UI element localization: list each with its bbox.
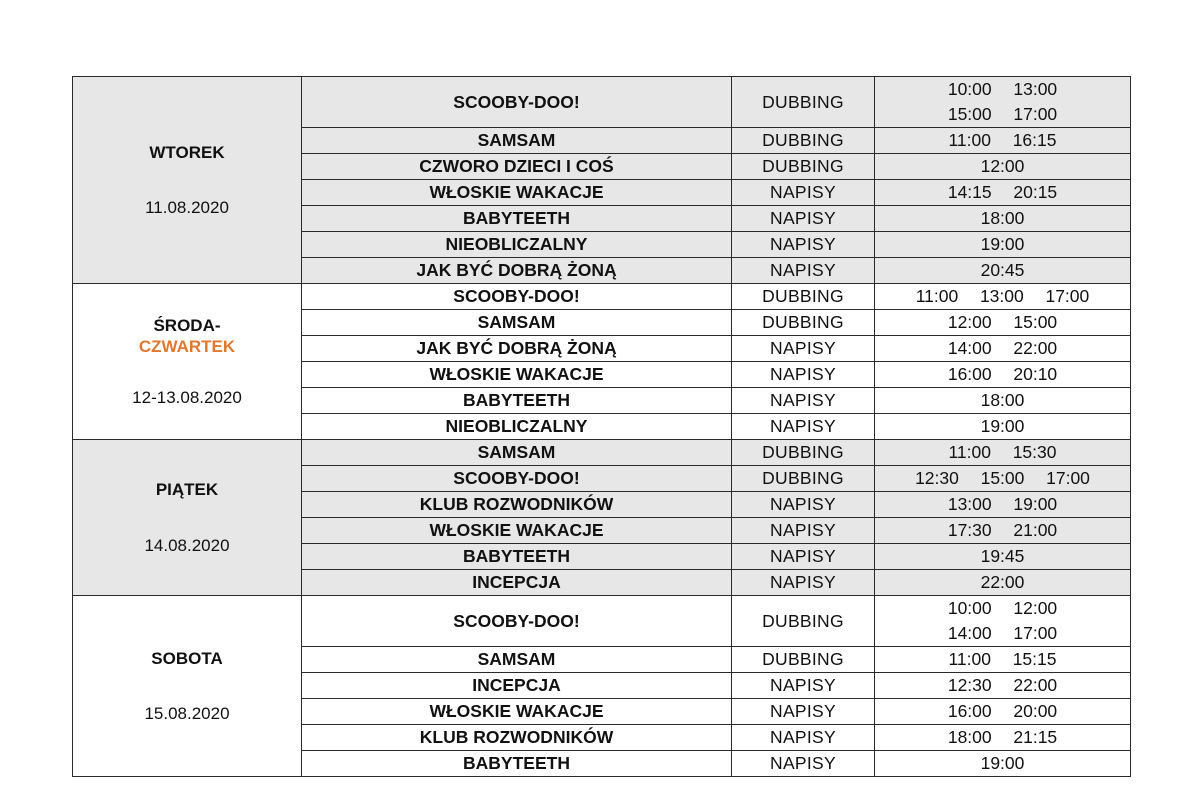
film-title: SAMSAM [302, 128, 732, 154]
film-title: BABYTEETH [302, 206, 732, 232]
showtime-line: 11:00 15:15 [948, 649, 1057, 669]
film-version: NAPISY [732, 206, 875, 232]
showtimes-cell [875, 570, 1131, 596]
day-date: 15.08.2020 [144, 704, 230, 723]
showtime-line: 12:00 15:00 [947, 312, 1058, 332]
schedule-body [73, 77, 1131, 777]
showtimes-cell [875, 725, 1131, 751]
film-version: NAPISY [732, 699, 875, 725]
film-version: NAPISY [732, 414, 875, 440]
film-title: BABYTEETH [302, 751, 732, 777]
showtimes-cell [875, 466, 1131, 492]
showtimes-cell [875, 647, 1131, 673]
film-title: WŁOSKIE WAKACJE [302, 699, 732, 725]
film-title: SCOOBY-DOO! [302, 284, 732, 310]
day-name: SOBOTA [151, 648, 223, 668]
showtimes-cell [875, 414, 1131, 440]
showtimes-cell [875, 362, 1131, 388]
day-cell [73, 284, 302, 440]
showtimes-cell [875, 336, 1131, 362]
film-title: KLUB ROZWODNIKÓW [302, 725, 732, 751]
film-title: INCEPCJA [302, 570, 732, 596]
showtime-line: 11:00 15:30 [948, 442, 1057, 462]
film-version: NAPISY [732, 518, 875, 544]
showtime-line: 11:00 13:00 17:00 [915, 286, 1090, 306]
day-name: PIĄTEK [155, 480, 219, 500]
showtime-line: 19:00 [980, 234, 1025, 254]
showtime-line: 14:00 22:00 [947, 338, 1058, 358]
showtimes-cell [875, 440, 1131, 466]
showtime-line: 16:00 20:10 [947, 364, 1058, 384]
showtime-line: 19:00 [980, 753, 1025, 773]
day-date: 14.08.2020 [144, 535, 230, 555]
film-version: NAPISY [732, 725, 875, 751]
showtimes-cell [875, 596, 1131, 647]
showtimes-cell [875, 154, 1131, 180]
showtimes-cell [875, 180, 1131, 206]
showtimes-cell [875, 206, 1131, 232]
showtime-line: 16:00 20:00 [947, 701, 1058, 721]
schedule-row [73, 284, 1131, 310]
day-date: 12-13.08.2020 [132, 388, 242, 408]
showtimes-cell [875, 751, 1131, 777]
showtimes-cell [875, 699, 1131, 725]
film-version: DUBBING [732, 466, 875, 492]
film-version: NAPISY [732, 751, 875, 777]
film-title: SAMSAM [302, 310, 732, 336]
showtimes-cell [875, 284, 1131, 310]
film-version: NAPISY [732, 673, 875, 699]
schedule-row [73, 77, 1131, 128]
film-version: NAPISY [732, 544, 875, 570]
film-version: DUBBING [732, 440, 875, 466]
day-cell [73, 77, 302, 284]
film-title: INCEPCJA [302, 673, 732, 699]
showtimes-cell [875, 232, 1131, 258]
showtime-line: 12:30 22:00 [947, 675, 1058, 695]
day-name-suffix: CZWARTEK [138, 336, 236, 356]
showtimes-cell [875, 128, 1131, 154]
showtime-line: 19:00 [980, 416, 1025, 436]
film-version: NAPISY [732, 336, 875, 362]
showtime-line: 18:00 [980, 390, 1025, 410]
day-date: 11.08.2020 [145, 198, 229, 217]
film-title: JAK BYĆ DOBRĄ ŻONĄ [302, 336, 732, 362]
film-version: NAPISY [732, 388, 875, 414]
showtime-line: 19:45 [980, 546, 1025, 566]
film-version: DUBBING [732, 647, 875, 673]
film-version: NAPISY [732, 232, 875, 258]
day-name: ŚRODA- [153, 315, 221, 335]
schedule-row [73, 440, 1131, 466]
film-title: JAK BYĆ DOBRĄ ŻONĄ [302, 258, 732, 284]
showtimes-cell [875, 544, 1131, 570]
showtimes-cell [875, 388, 1131, 414]
film-title: NIEOBLICZALNY [302, 232, 732, 258]
showtime-line: 17:30 21:00 [947, 520, 1058, 540]
showtime-line: 10:00 13:00 [947, 79, 1058, 99]
day-cell [73, 596, 302, 777]
showtime-line: 20:45 [980, 260, 1025, 280]
schedule-row [73, 596, 1131, 647]
showtime-line: 10:00 12:00 [947, 598, 1058, 618]
day-cell [73, 440, 302, 596]
film-version: DUBBING [732, 77, 875, 128]
showtimes-cell [875, 673, 1131, 699]
film-title: WŁOSKIE WAKACJE [302, 180, 732, 206]
film-title: BABYTEETH [302, 388, 732, 414]
film-version: NAPISY [732, 492, 875, 518]
film-title: BABYTEETH [302, 544, 732, 570]
film-version: DUBBING [732, 154, 875, 180]
showtime-line: 12:30 15:00 17:00 [915, 468, 1090, 488]
showtimes-cell [875, 77, 1131, 128]
film-version: DUBBING [732, 596, 875, 647]
film-title: WŁOSKIE WAKACJE [302, 362, 732, 388]
film-version: NAPISY [732, 258, 875, 284]
film-title: WŁOSKIE WAKACJE [302, 518, 732, 544]
showtimes-cell [875, 310, 1131, 336]
cinema-schedule-table [72, 76, 1131, 777]
film-version: NAPISY [732, 362, 875, 388]
showtimes-cell [875, 492, 1131, 518]
film-title: SCOOBY-DOO! [302, 466, 732, 492]
film-title: SCOOBY-DOO! [302, 596, 732, 647]
showtime-line: 22:00 [980, 572, 1025, 592]
showtime-line: 18:00 [980, 208, 1025, 228]
film-version: DUBBING [732, 284, 875, 310]
showtime-line: 18:00 21:15 [947, 727, 1058, 747]
film-title: SCOOBY-DOO! [302, 77, 732, 128]
showtime-line: 12:00 [980, 156, 1025, 176]
film-version: NAPISY [732, 570, 875, 596]
showtimes-cell [875, 258, 1131, 284]
showtime-line: 13:00 19:00 [947, 494, 1058, 514]
film-title: SAMSAM [302, 647, 732, 673]
showtime-line: 14:00 17:00 [947, 623, 1058, 643]
showtime-line: 11:00 16:15 [948, 130, 1057, 150]
showtime-line: 14:15 20:15 [947, 182, 1058, 202]
film-title: KLUB ROZWODNIKÓW [302, 492, 732, 518]
showtime-line: 15:00 17:00 [947, 104, 1058, 124]
film-title: CZWORO DZIECI I COŚ [302, 154, 732, 180]
film-version: NAPISY [732, 180, 875, 206]
film-version: DUBBING [732, 128, 875, 154]
film-version: DUBBING [732, 310, 875, 336]
day-name: WTOREK [149, 142, 225, 162]
film-title: NIEOBLICZALNY [302, 414, 732, 440]
showtimes-cell [875, 518, 1131, 544]
film-title: SAMSAM [302, 440, 732, 466]
